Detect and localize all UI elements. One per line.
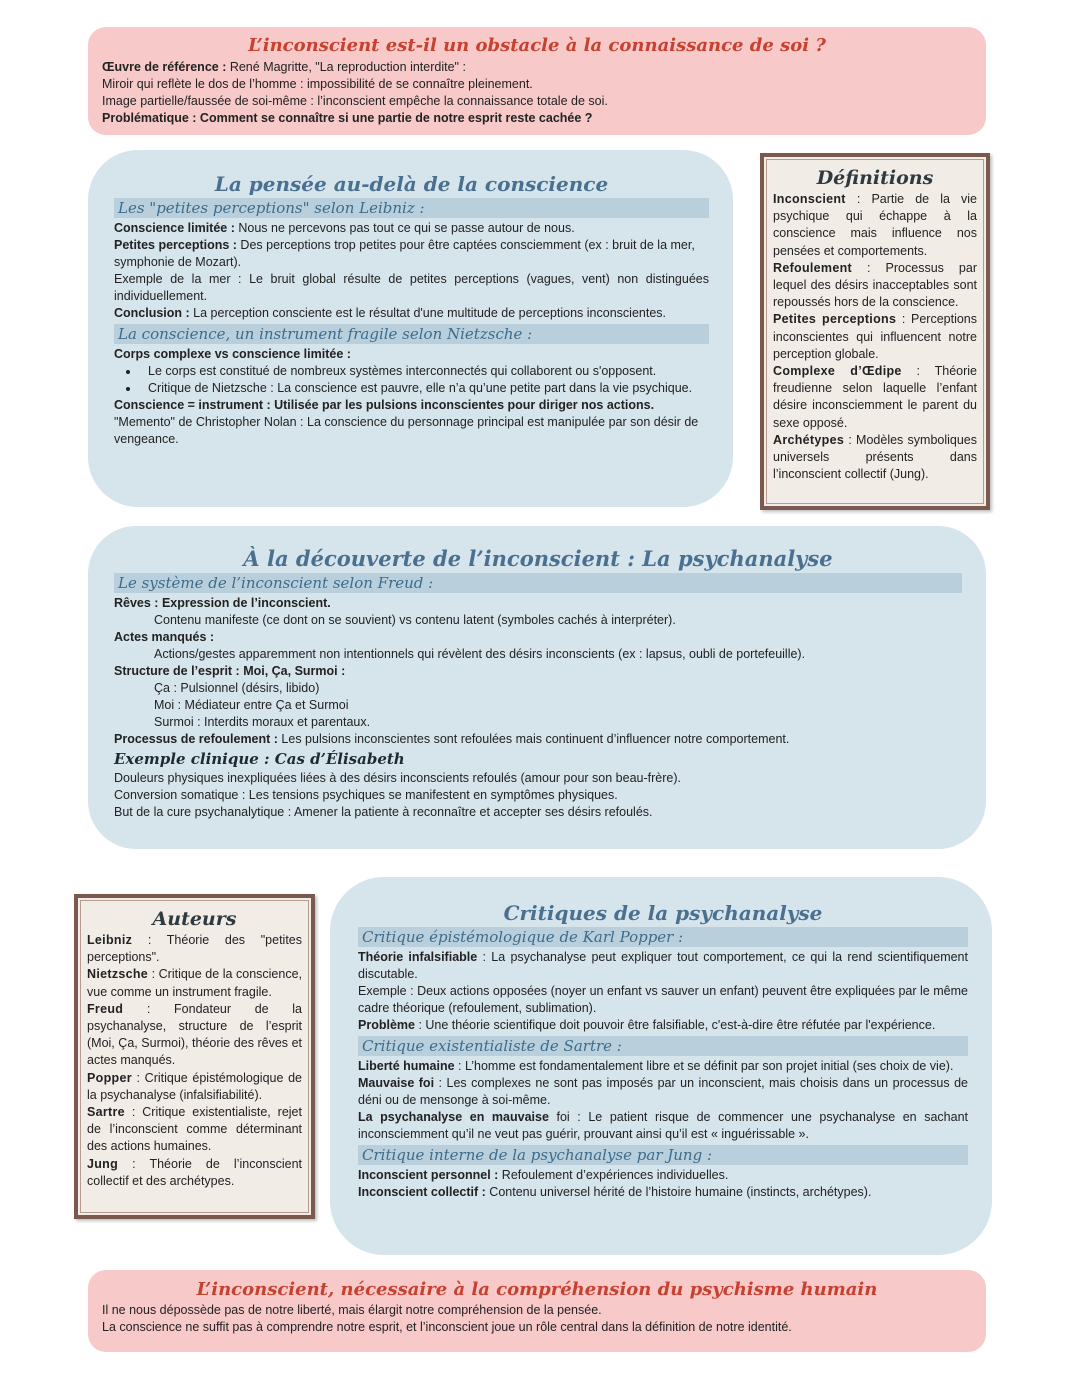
author-separator: :: [124, 1105, 143, 1120]
freud-subhead: Le système de l’inconscient selon Freud :: [114, 573, 962, 593]
leibniz-subhead: Les "petites perceptions" selon Leibniz :: [114, 198, 709, 218]
conclusion-line2: La conscience ne suffit pas à comprendre notre esprit, et l’inconscient joue un rôle central dans la définition de notre identité.: [102, 1320, 792, 1334]
nietzsche-subhead: La conscience, un instrument fragile selon Nietzsche :: [114, 324, 709, 344]
psycha-moi: Moi : Médiateur entre Ça et Surmoi: [154, 698, 349, 712]
pensee-box: [88, 150, 733, 507]
definition-separator: :: [901, 364, 935, 379]
psychanalyse-box: [88, 526, 986, 849]
auteurs-title: Auteurs: [152, 908, 237, 930]
intro-work: [102, 59, 972, 76]
jung-subhead: Critique interne de la psychanalyse par Jung :: [358, 1145, 968, 1165]
popper-p3-text: : Une théorie scientifique doit pouvoir être falsifiable, c'est-à-dire être réfutée par l'expérience.: [414, 1018, 936, 1032]
definition-term: Refoulement: [773, 260, 853, 275]
sartre-s1-label: Liberté humaine: [358, 1059, 455, 1073]
jung-j2-label: Inconscient collectif :: [358, 1185, 486, 1199]
pensee-n3: "Memento" de Christopher Nolan : La conscience du personnage principal est manipulée par son désir de vengeance.: [114, 415, 699, 446]
pensee-c3: Exemple de la mer : Le bruit global résulte de petites perceptions (vagues, vent) non distinguées individuellement.: [114, 272, 709, 303]
sartre-s2-label: Mauvaise foi: [358, 1076, 435, 1090]
conclusion-box: [88, 1270, 986, 1352]
definition-separator: :: [852, 260, 886, 275]
auteurs-box: [74, 894, 315, 1219]
pensee-c2-text: Des perceptions trop petites pour être captées consciemment (ex : bruit de la mer, symphonie de Mozart).: [114, 238, 695, 269]
author-item: [87, 1001, 302, 1070]
author-term: Nietzsche: [87, 967, 149, 982]
popper-subhead: Critique épistémologique de Karl Popper :: [358, 927, 968, 947]
definition-item: [773, 432, 977, 484]
conclusion-line1: Il ne nous dépossède pas de notre liberté, mais élargit notre compréhension de la pensée.: [102, 1303, 602, 1317]
definition-text: Modèles symboliques universels présents dans l’inconscient collectif (Jung).: [773, 432, 978, 482]
definition-text: Processus par lequel des désirs inacceptables sont repoussés hors de la conscience.: [773, 260, 977, 310]
definitions-list: [773, 191, 977, 483]
jung-j2-text: Contenu universel hérité de l’histoire humaine (instincts, archétypes).: [485, 1185, 872, 1199]
author-separator: :: [118, 1156, 150, 1171]
elisabeth-subhead: Exemple clinique : Cas d’Élisabeth: [114, 750, 405, 768]
definition-item: [773, 191, 977, 260]
jung-j1-text: Refoulement d’expériences individuelles.: [498, 1168, 729, 1182]
intro-line3: Image partielle/faussée de soi-même : l’inconscient empêche la connaissance totale de soi.: [102, 94, 608, 108]
elisabeth-line3: But de la cure psychanalytique : Amener la patiente à reconnaître et accepter ses désirs refoulés.: [114, 805, 653, 819]
definition-separator: :: [896, 312, 911, 327]
intro-title: L’inconscient est-il un obstacle à la connaissance de soi ?: [248, 35, 826, 56]
author-term: Freud: [87, 1001, 124, 1016]
auteurs-list: [87, 932, 302, 1190]
popper-p1-label: Théorie infalsifiable: [358, 950, 478, 964]
definition-term: Petites perceptions: [773, 312, 897, 327]
author-separator: :: [132, 933, 167, 947]
definition-term: Inconscient: [773, 192, 846, 206]
sartre-s2-text: : Les complexes ne sont pas imposés par un inconscient, mais choisis dans un processus de déni ou de mensonge à soi-même.: [358, 1076, 968, 1107]
psycha-reves-detail: Contenu manifeste (ce dont on se souvient) vs contenu latent (symboles cachés à interpréter).: [154, 613, 676, 627]
critiques-box: [330, 877, 992, 1255]
definition-text: Perceptions inconscientes qui influencent notre perception globale.: [773, 312, 978, 361]
intro-work-text: René Magritte, "La reproduction interdite" :: [226, 60, 466, 74]
definition-text: Partie de la vie psychique qui échappe à la conscience mais influence nos pensées et comportements.: [773, 192, 977, 258]
author-text: Critique existentialiste, rejet de l’inconscient comme déterminant des actions humaines.: [87, 1105, 302, 1154]
critiques-title: Critiques de la psychanalyse: [503, 901, 823, 925]
sartre-s3-label: La psychanalyse en mauvaise: [358, 1110, 549, 1124]
nietzsche-bullet-1: • Le corps est constitué de nombreux systèmes interconnectés qui collaborent ou s'opposent.: [140, 363, 709, 380]
author-text: Critique épistémologique de la psychanalyse (infalsifiabilité).: [87, 1070, 302, 1102]
nietzsche-bullets: [114, 363, 709, 397]
author-item: [87, 1104, 302, 1156]
elisabeth-line1: Douleurs physiques inexpliquées liées à des désirs inconscients refoulés (amour pour son beau-frère).: [114, 771, 681, 785]
popper-p2: Exemple : Deux actions opposées (noyer un enfant vs sauver un enfant) peuvent être expliquées par le même cadre théorique (refoulement, sublimation).: [358, 984, 968, 1015]
definition-text: Théorie freudienne selon laquelle l’enfant désire inconsciemment le parent du sexe opposé.: [773, 364, 977, 430]
sartre-s3-text: foi : Le patient risque de commencer une psychanalyse en sachant inconsciemment qu’il ne veut pas guérir, prouvant ainsi qu’il est « inguérissable ».: [358, 1110, 968, 1141]
psycha-surmoi: Surmoi : Interdits moraux et parentaux.: [154, 715, 371, 729]
jung-j2: [358, 1184, 968, 1201]
author-text: Fondateur de la psychanalyse, structure de l’esprit (Moi, Ça, Surmoi), théorie des rêves et actes manqués.: [87, 1001, 302, 1068]
pensee-c4-text: La perception consciente est le résultat d'une multitude de perceptions inconscientes.: [189, 306, 666, 320]
nietzsche-bullet-2: • Critique de Nietzsche : La conscience est pauvre, elle n’a qu’une petite part dans la vie psychique.: [140, 380, 709, 397]
intro-box: [88, 27, 986, 135]
author-item: [87, 966, 302, 1000]
psychanalyse-title: À la découverte de l’inconscient : La psychanalyse: [243, 546, 833, 571]
author-term: Leibniz: [87, 933, 133, 947]
psycha-actes: Actes manqués :: [114, 630, 215, 644]
author-term: Sartre: [87, 1105, 125, 1120]
definition-item: [773, 260, 977, 312]
pensee-c1-text: Nous ne percevons pas tout ce qui se passe autour de nous.: [234, 221, 575, 235]
pensee-c4: [114, 305, 709, 322]
pensee-c1: [114, 220, 709, 237]
psycha-actes-detail: Actions/gestes apparemment non intentionnels qui révèlent des désirs inconscients (ex : lapsus, oubli de portefeuille).: [154, 647, 806, 661]
definition-term: Archétypes: [773, 432, 845, 447]
pensee-c1-label: Conscience limitée :: [114, 221, 235, 235]
author-term: Popper: [87, 1070, 132, 1085]
pensee-c2-label: Petites perceptions :: [114, 238, 237, 252]
psycha-structure: Structure de l’esprit : Moi, Ça, Surmoi :: [114, 664, 346, 678]
elisabeth-line2: Conversion somatique : Les tensions psychiques se manifestent en symptômes physiques.: [114, 788, 618, 802]
pensee-n1: Corps complexe vs conscience limitée :: [114, 347, 351, 361]
definition-item: [773, 363, 977, 432]
definitions-title: Définitions: [816, 167, 934, 189]
intro-problem: Problématique : Comment se connaître si une partie de notre esprit reste cachée ?: [102, 111, 593, 125]
definitions-box: [760, 153, 990, 510]
intro-work-label: Œuvre de référence :: [102, 60, 227, 74]
sartre-s3: [358, 1109, 968, 1143]
definition-separator: :: [845, 192, 872, 206]
psycha-refoulement: [114, 731, 962, 748]
sartre-s2: [358, 1075, 968, 1109]
pensee-n2: Conscience = instrument : Utilisée par les pulsions inconscientes pour diriger nos actions.: [114, 398, 655, 412]
psycha-refoulement-label: Processus de refoulement :: [114, 732, 278, 746]
jung-j1: [358, 1167, 968, 1184]
jung-j1-label: Inconscient personnel :: [358, 1168, 499, 1182]
popper-p1: [358, 949, 968, 983]
author-separator: :: [148, 967, 159, 982]
pensee-c4-label: Conclusion :: [114, 306, 190, 320]
psycha-refoulement-text: Les pulsions inconscientes sont refoulées mais continuent d’influencer notre comportement.: [277, 732, 790, 746]
conclusion-title: L’inconscient, nécessaire à la compréhension du psychisme humain: [196, 1279, 878, 1300]
sartre-s1-text: : L’homme est fondamentalement libre et se définit par son projet initial (ses choix de vie).: [454, 1059, 954, 1073]
author-text: Critique de la conscience, vue comme un instrument fragile.: [87, 967, 302, 999]
psycha-reves: Rêves : Expression de l’inconscient.: [114, 596, 331, 610]
author-term: Jung: [87, 1156, 119, 1171]
author-text: Théorie des "petites perceptions".: [87, 933, 302, 965]
sartre-subhead: Critique existentialiste de Sartre :: [358, 1036, 968, 1056]
popper-p3: [358, 1017, 968, 1034]
definition-item: [773, 311, 977, 363]
popper-p3-label: Problème: [358, 1018, 415, 1032]
pensee-c2: [114, 237, 709, 271]
author-text: Théorie de l’inconscient collectif et des archétypes.: [87, 1156, 302, 1188]
author-separator: :: [131, 1070, 145, 1085]
sartre-s1: [358, 1058, 968, 1075]
author-separator: :: [123, 1001, 175, 1016]
author-item: [87, 1070, 302, 1104]
definition-term: Complexe d’Œdipe: [773, 364, 902, 379]
author-item: [87, 932, 302, 966]
popper-p1-text: : La psychanalyse peut expliquer tout comportement, ce qui la rend scientifiquement discutable.: [358, 950, 968, 981]
psycha-ca: Ça : Pulsionnel (désirs, libido): [154, 681, 320, 695]
definition-separator: :: [844, 432, 857, 447]
pensee-title: La pensée au-delà de la conscience: [214, 172, 609, 196]
intro-line2: Miroir qui reflète le dos de l’homme : impossibilité de se connaître pleinement.: [102, 77, 533, 91]
author-item: [87, 1156, 302, 1190]
